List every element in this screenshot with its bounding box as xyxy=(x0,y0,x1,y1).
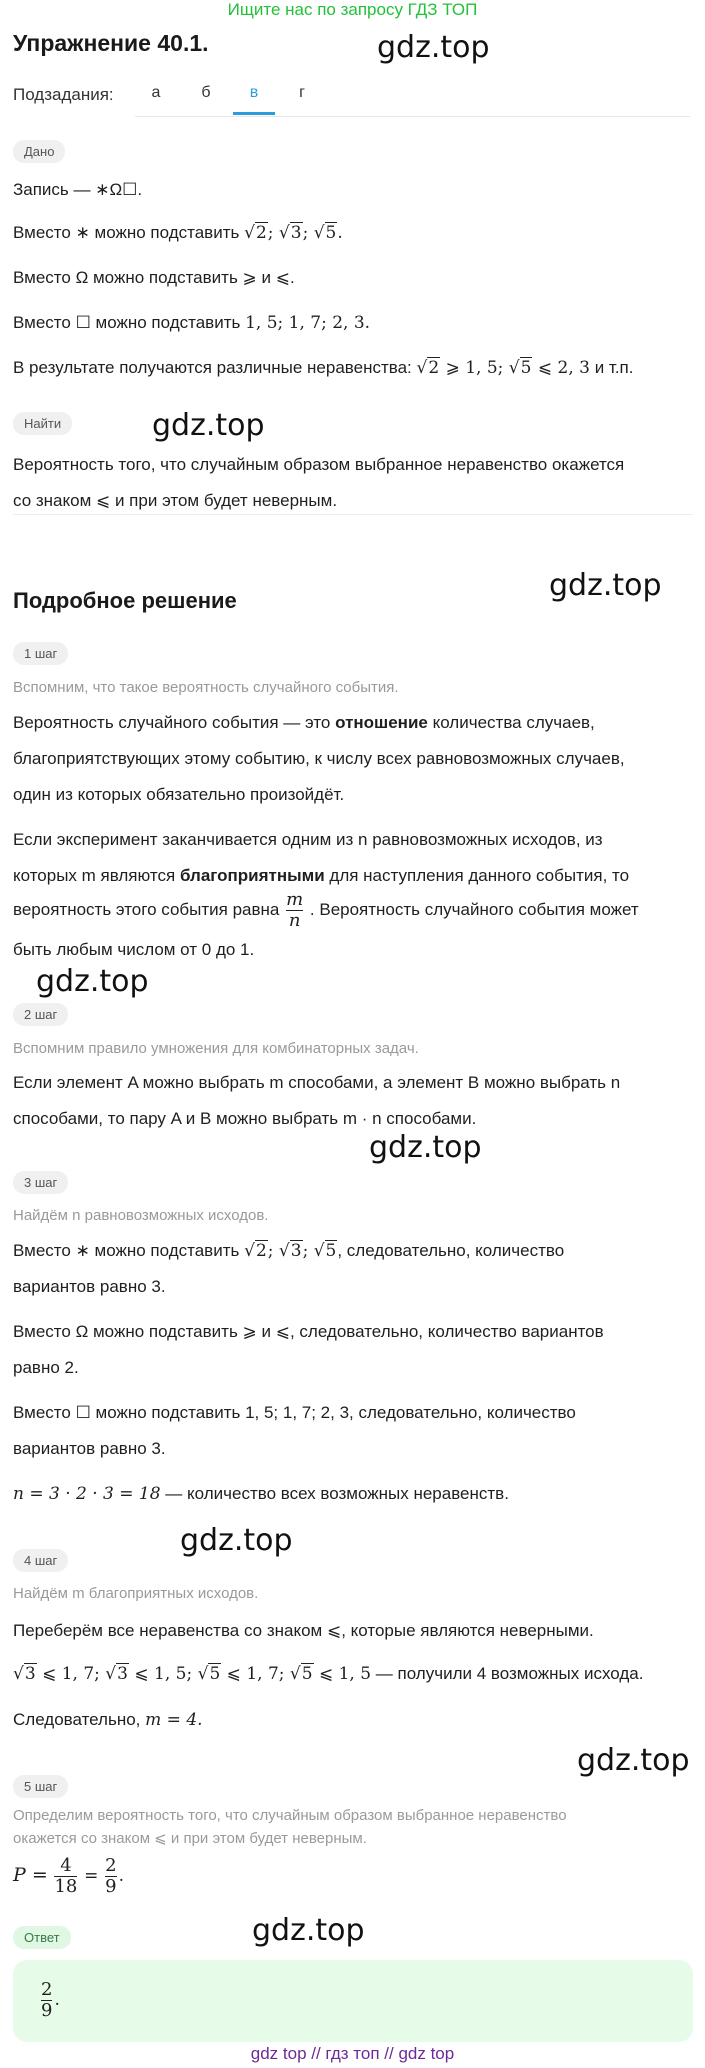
step1-p2-line3-b: . Вероятность случайного события может xyxy=(309,899,639,919)
given-box-line xyxy=(13,313,370,333)
search-banner[interactable]: Ищите нас по запросу ГДЗ ТОП xyxy=(227,0,478,19)
given-result-suffix: и т.п. xyxy=(594,358,634,377)
step3-star-suffix: , следовательно, количество xyxy=(337,1241,565,1260)
step4-ineq-line xyxy=(13,1664,643,1684)
watermark: gdz.top xyxy=(180,1523,293,1558)
step4-ineq-suffix: — получили 4 возможных исхода. xyxy=(375,1664,644,1683)
step3-total-line xyxy=(13,1484,509,1504)
sqrt-expression: √2; √3; √5. xyxy=(244,223,343,243)
section-divider xyxy=(13,514,693,515)
step2-badge: 2 шаг xyxy=(13,1003,68,1026)
step1-p2-line3 xyxy=(13,890,639,931)
step1-p1-bold: отношение xyxy=(335,713,428,732)
find-line-2: со знаком ⩽ и при этом будет неверным. xyxy=(13,491,338,510)
step1-p2-line4: быть любым числом от 0 до 1. xyxy=(13,940,255,959)
step5-hint-1: Определим вероятность того, что случайным образом выбранное неравенство xyxy=(13,1807,567,1824)
find-line-1: Вероятность того, что случайным образом выбранное неравенство окажется xyxy=(13,455,625,474)
step3-total-text: — количество всех возможных неравенств. xyxy=(165,1484,509,1503)
watermark: gdz.top xyxy=(36,964,149,999)
step3-omega-line2: равно 2. xyxy=(13,1358,79,1377)
step2-line1: Если элемент A можно выбрать m способами, а элемент B можно выбрать n xyxy=(13,1073,621,1092)
step1-p1-b: количества случаев, xyxy=(432,713,595,732)
step1-hint: Вспомним, что такое вероятность случайного события. xyxy=(13,679,399,696)
step1-p2-line1: Если эксперимент заканчивается одним из n равновозможных исходов, из xyxy=(13,830,603,849)
step3-star-prefix: Вместо ∗ можно подставить xyxy=(13,1241,240,1260)
step3-hint: Найдём n равновозможных исходов. xyxy=(13,1207,269,1224)
step5-formula: P = $\frac{4}{18}$ = $\frac{2}{9}$ . xyxy=(13,1855,124,1897)
given-result-line xyxy=(13,358,633,378)
step1-p2-line3-a: вероятность этого события равна xyxy=(13,899,280,919)
step5-hint-2: окажется со знаком ⩽ и при этом будет неверным. xyxy=(13,1830,367,1847)
answer-box: $\frac{2}{9}$ . xyxy=(13,1960,693,2042)
answer-badge: Ответ xyxy=(13,1926,71,1949)
footer-links[interactable]: gdz top // гдз топ // gdz top xyxy=(250,2044,455,2063)
step3-box-line2: вариантов равно 3. xyxy=(13,1439,166,1458)
step3-omega-line1: Вместо Ω можно подставить ⩾ и ⩽, следовательно, количество вариантов xyxy=(13,1322,604,1341)
page-title: Упражнение 40.1. xyxy=(13,30,209,56)
p-label: P = xyxy=(13,1863,48,1886)
subtasks-label: Подзадания: xyxy=(13,85,114,104)
step1-p1-line3: один из которых обязательно произойдёт. xyxy=(13,785,345,804)
tab-b[interactable]: б xyxy=(201,84,211,101)
fraction-2-9: $\frac{2}{9}$ xyxy=(105,1855,117,1897)
find-badge: Найти xyxy=(13,412,72,435)
answer-fraction: $\frac{2}{9}$ xyxy=(41,1979,53,2021)
sqrt-expression: √2; √3; √5 xyxy=(244,1241,337,1261)
watermark: gdz.top xyxy=(152,408,265,443)
given-record: Запись — ∗Ω☐. xyxy=(13,180,143,199)
given-omega-prefix: Вместо Ω можно подставить xyxy=(13,268,238,287)
fraction-m-over-n: $\frac{m}{n}$ xyxy=(286,889,304,931)
step5-badge: 5 шаг xyxy=(13,1775,68,1798)
tab-v-active[interactable]: в xyxy=(233,84,275,115)
given-omega-line xyxy=(13,268,295,288)
fraction-4-18: $\frac{4}{18}$ xyxy=(54,1855,78,1897)
given-omega-rest: ⩾ и ⩽. xyxy=(242,268,295,287)
step2-hint: Вспомним правило умножения для комбинаторных задач. xyxy=(13,1040,419,1057)
given-badge: Дано xyxy=(13,140,65,163)
tab-a[interactable]: а xyxy=(151,84,161,101)
step1-p1-line2: благоприятствующих этому событию, к числу всех равновозможных случаев, xyxy=(13,749,625,768)
watermark: gdz.top xyxy=(377,30,490,65)
step3-box-line1: Вместо ☐ можно подставить 1, 5; 1, 7; 2, 3, следовательно, количество xyxy=(13,1403,576,1422)
step4-line3 xyxy=(13,1710,203,1730)
step3-total-formula: n = 3 · 2 · 3 = 18 xyxy=(13,1484,161,1504)
step1-p2-line2-b: для наступления данного события, то xyxy=(329,866,630,885)
tab-g[interactable]: г xyxy=(299,84,305,101)
step2-line2: способами, то пару A и B можно выбрать m · n способами. xyxy=(13,1109,477,1128)
step1-p2-bold: благоприятными xyxy=(179,866,325,885)
watermark: gdz.top xyxy=(577,1743,690,1778)
step1-p2-line2-a: которых m являются xyxy=(13,866,176,885)
step3-star-line2: вариантов равно 3. xyxy=(13,1277,166,1296)
step4-line1: Переберём все неравенства со знаком ⩽, которые являются неверными. xyxy=(13,1621,594,1640)
step1-badge: 1 шаг xyxy=(13,642,68,665)
step3-badge: 3 шаг xyxy=(13,1171,68,1194)
ineq-expression: √3 ⩽ 1, 7; √3 ⩽ 1, 5; √5 ⩽ 1, 7; √5 ⩽ 1, 5 xyxy=(13,1664,372,1684)
given-star-prefix: Вместо ∗ можно подставить xyxy=(13,223,240,242)
watermark: gdz.top xyxy=(252,1913,365,1948)
step3-star-line1 xyxy=(13,1241,564,1261)
step1-p1-line1 xyxy=(13,713,595,733)
solution-heading: Подробное решение xyxy=(13,588,237,613)
step4-badge: 4 шаг xyxy=(13,1549,68,1572)
step1-p2-line2 xyxy=(13,866,629,886)
given-result-prefix: В результате получаются различные неравенства: xyxy=(13,358,412,377)
subtasks-tabs xyxy=(135,76,690,117)
step1-p1-a: Вероятность случайного события — это xyxy=(13,713,331,732)
watermark: gdz.top xyxy=(369,1130,482,1165)
watermark: gdz.top xyxy=(549,568,662,603)
given-box-rest: 1, 5; 1, 7; 2, 3. xyxy=(245,313,371,333)
given-star-line xyxy=(13,223,343,243)
step4-line3-a: Следовательно, xyxy=(13,1710,141,1729)
step4-line3-formula: m = 4. xyxy=(145,1710,203,1730)
given-box-prefix: Вместо ☐ можно подставить xyxy=(13,313,241,332)
result-expression: √2 ⩾ 1, 5; √5 ⩽ 2, 3 xyxy=(416,358,590,378)
step4-hint: Найдём m благоприятных исходов. xyxy=(13,1585,259,1602)
